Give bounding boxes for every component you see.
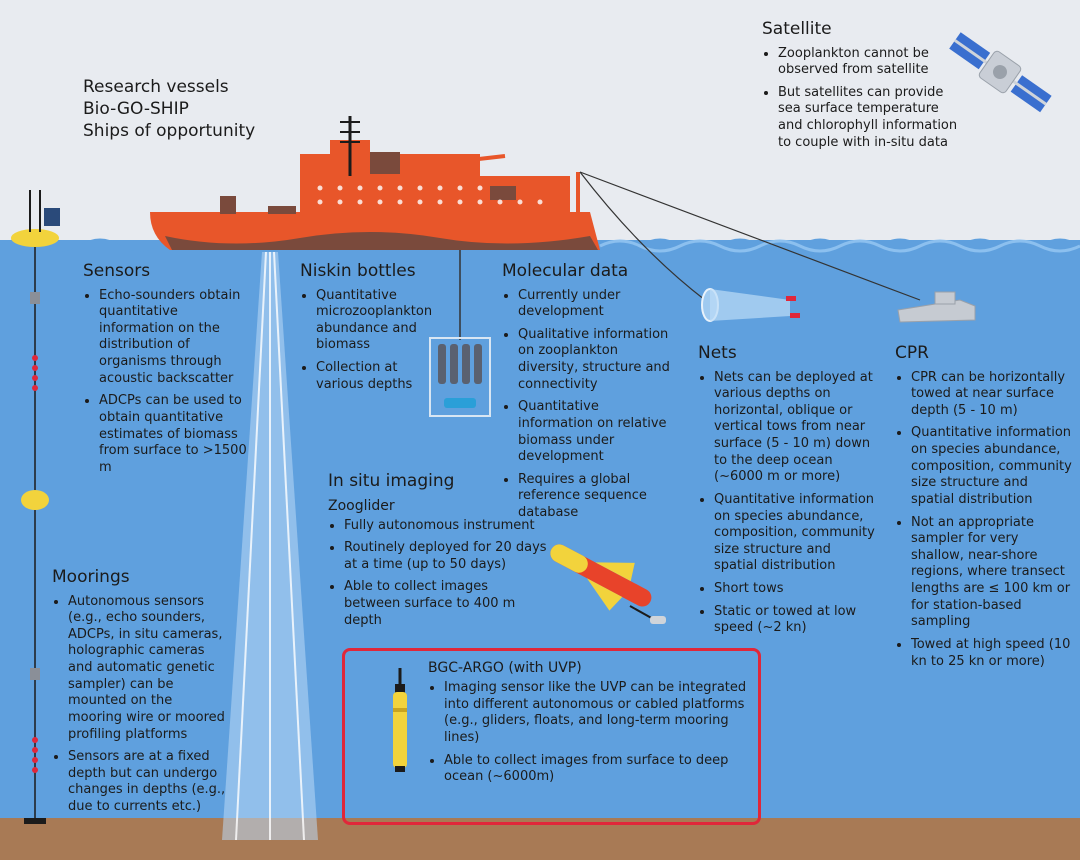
bullet-item: • Fully autonomous instrument — [344, 518, 548, 535]
sensors-bullets — [83, 288, 255, 477]
cpr-block — [895, 344, 1073, 676]
vessels-line: Ships of opportunity — [83, 121, 256, 142]
bullet-item: • Able to collect images from surface to deep ocean (~6000m) — [444, 753, 753, 786]
bullet-item: • Echo-sounders obtain quantitative information on the distribution of organisms through acoustic backscatter — [99, 288, 255, 388]
bullet-item: • Sensors are at a fixed depth but can undergo changes in depths (e.g., due to currents etc.) — [68, 749, 230, 816]
bullet-item: • Autonomous sensors (e.g., echo sounders, ADCPs, in situ cameras, holographic cameras and automatic genetic sampler) can be mounted on the mooring wire or moored profiling platforms — [68, 594, 230, 744]
argo-bullets — [428, 680, 753, 786]
bullet-item: • But satellites can provide sea surface temperature and chlorophyll information to couple with in-situ data — [778, 85, 962, 152]
moorings-bullets — [52, 594, 230, 816]
bullet-item: • Requires a global reference sequence database — [518, 472, 677, 522]
bullet-item: • Quantitative information on species abundance, composition, community size structure and spatial distribution — [911, 425, 1073, 508]
bullet-item: • Collection at various depths — [316, 360, 435, 393]
bullet-item: • Towed at high speed (10 kn to 25 kn or more) — [911, 637, 1073, 670]
sensors-block — [83, 262, 255, 482]
bullet-item: • Able to collect images between surface to 400 m depth — [344, 579, 548, 629]
nets-block — [698, 344, 878, 643]
bullet-item: • Quantitative microzooplankton abundance and biomass — [316, 288, 435, 355]
cpr-title: CPR — [895, 343, 929, 363]
satellite-bullets — [762, 46, 962, 152]
zooglider-icon — [539, 525, 666, 625]
bullet-item: • ADCPs can be used to obtain quantitative estimates of biomass from surface to >1500 m — [99, 393, 255, 476]
bullet-item: • Currently under development — [518, 288, 677, 321]
sensors-title: Sensors — [83, 261, 151, 281]
bullet-item: • Nets can be deployed at various depths on horizontal, oblique or vertical tows from near surface (5 - 10 m) down to the deep ocean (~6000 m or more) — [714, 370, 878, 486]
nets-bullets — [698, 370, 878, 637]
bullet-item: • Imaging sensor like the UVP can be integrated into different autonomous or cabled platforms (e.g., gliders, floats, and long-term mooring lines) — [444, 680, 753, 747]
nets-title: Nets — [698, 343, 737, 363]
moorings-title: Moorings — [52, 567, 130, 587]
bullet-item: • Not an appropriate sampler for very shallow, near-shore regions, where transect lengths are ≤ 100 km or for station-based sampling — [911, 515, 1073, 631]
molecular-title: Molecular data — [502, 261, 629, 281]
bullet-item: • Quantitative information on relative biomass under development — [518, 399, 677, 466]
bullet-item: • CPR can be horizontally towed at near surface depth (5 - 10 m) — [911, 370, 1073, 420]
bullet-item: • Quantitative information on species abundance, composition, community size structure and spatial distribution — [714, 492, 878, 575]
niskin-title: Niskin bottles — [300, 261, 416, 281]
insitu-title: In situ imaging — [328, 471, 455, 491]
argo-block — [428, 660, 753, 792]
vessels-block — [83, 76, 255, 142]
bullet-item: • Routinely deployed for 20 days at a time (up to 50 days) — [344, 540, 548, 573]
bullet-item: • Zooplankton cannot be observed from satellite — [778, 46, 962, 79]
bullet-item: • Short tows — [714, 581, 878, 598]
vessels-line: Research vessels — [83, 77, 229, 97]
cpr-bullets — [895, 370, 1073, 671]
satellite-icon — [946, 27, 1055, 117]
plankton-net-icon — [702, 289, 800, 321]
bullet-item: • Qualitative information on zooplankton diversity, structure and connectivity — [518, 327, 677, 394]
vessels-line: Bio-GO-SHIP — [83, 99, 189, 120]
satellite-title: Satellite — [762, 19, 832, 39]
insitu-subtitle: Zooglider — [328, 497, 395, 514]
niskin-rosette-icon — [430, 250, 490, 416]
niskin-bullets — [300, 288, 435, 394]
insitu-block — [328, 472, 548, 635]
bullet-item: • Static or towed at low speed (~2 kn) — [714, 604, 878, 637]
satellite-block — [762, 20, 962, 157]
argo-title: BGC-ARGO (with UVP) — [428, 660, 582, 676]
niskin-block — [300, 262, 435, 399]
insitu-bullets — [328, 518, 548, 630]
moorings-block — [52, 568, 230, 822]
